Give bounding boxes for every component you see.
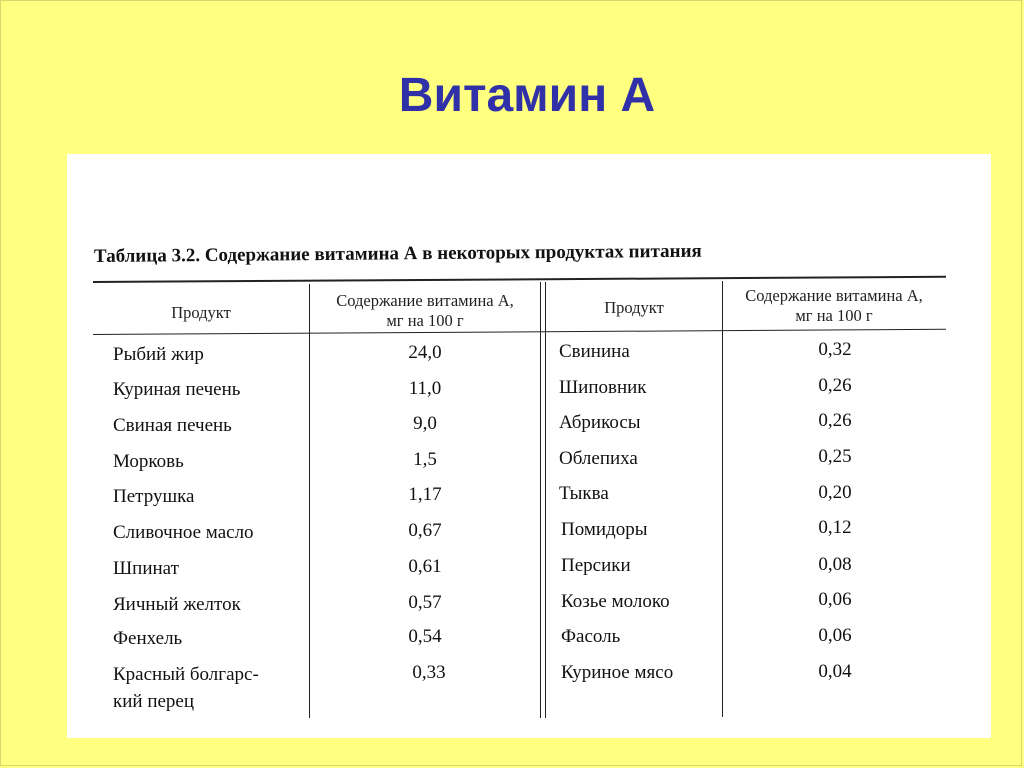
right-product-1: Свинина	[559, 341, 630, 362]
right-product-7: Персики	[561, 555, 631, 576]
right-value-10: 0,04	[818, 661, 852, 682]
right-value-3: 0,26	[818, 410, 852, 431]
left-value-4: 1,5	[413, 449, 437, 470]
right-value-7: 0,08	[818, 554, 852, 575]
right-product-3: Абрикосы	[559, 412, 641, 433]
left-product-10: Красный болгарс-	[113, 664, 259, 685]
left-value-7: 0,61	[408, 556, 442, 577]
column-divider-right	[722, 281, 723, 717]
right-value-6: 0,12	[818, 517, 852, 538]
header-product-right: Продукт	[604, 298, 664, 317]
header-content-right-line2: мг на 100 г	[795, 306, 873, 325]
right-product-8: Козье молоко	[561, 591, 670, 612]
right-product-9: Фасоль	[561, 626, 621, 647]
left-product-6: Сливочное масло	[113, 522, 254, 543]
left-product-8: Яичный желток	[113, 594, 241, 615]
column-divider-middle-a	[540, 282, 541, 718]
right-value-5: 0,20	[818, 482, 852, 503]
right-product-2: Шиповник	[559, 377, 647, 398]
right-value-1: 0,32	[818, 339, 852, 360]
table-caption: Таблица 3.2. Содержание витамина А в некоторых продуктах питания	[93, 240, 702, 267]
right-value-2: 0,26	[818, 375, 852, 396]
left-product-1: Рыбий жир	[113, 344, 204, 365]
right-value-9: 0,06	[818, 625, 852, 646]
header-content-left-line1: Содержание витамина А,	[336, 291, 514, 310]
right-value-4: 0,25	[818, 446, 852, 467]
right-value-8: 0,06	[818, 589, 852, 610]
left-product-7: Шпинат	[113, 558, 179, 579]
right-product-10: Куриное мясо	[561, 662, 674, 683]
column-divider-middle-b	[545, 282, 546, 718]
right-product-5: Тыква	[559, 483, 609, 504]
table-top-rule	[93, 276, 946, 283]
slide-title: Витамин А	[398, 69, 656, 122]
left-value-6: 0,67	[408, 520, 442, 541]
left-value-2: 11,0	[408, 378, 442, 399]
left-product-9: Фенхель	[113, 628, 183, 649]
header-content-left-line2: мг на 100 г	[386, 311, 464, 330]
left-value-10: 0,33	[412, 662, 446, 683]
header-content-right-line1: Содержание витамина А,	[745, 286, 923, 305]
header-product-left: Продукт	[171, 303, 231, 322]
left-value-5: 1,17	[408, 484, 442, 505]
right-product-6: Помидоры	[561, 519, 648, 540]
left-value-9: 0,54	[408, 626, 442, 647]
left-product-3: Свиная печень	[113, 415, 232, 436]
left-product-2: Куриная печень	[113, 379, 241, 400]
left-value-3: 9,0	[413, 413, 437, 434]
left-product-5: Петрушка	[113, 486, 195, 507]
left-value-8: 0,57	[408, 592, 442, 613]
column-divider-left	[309, 284, 310, 718]
right-product-4: Облепиха	[559, 448, 638, 469]
left-product-4: Морковь	[113, 451, 184, 472]
left-value-1: 24,0	[408, 342, 442, 363]
left-product-10-line2: кий перец	[113, 691, 195, 712]
table-image-panel	[67, 154, 991, 738]
